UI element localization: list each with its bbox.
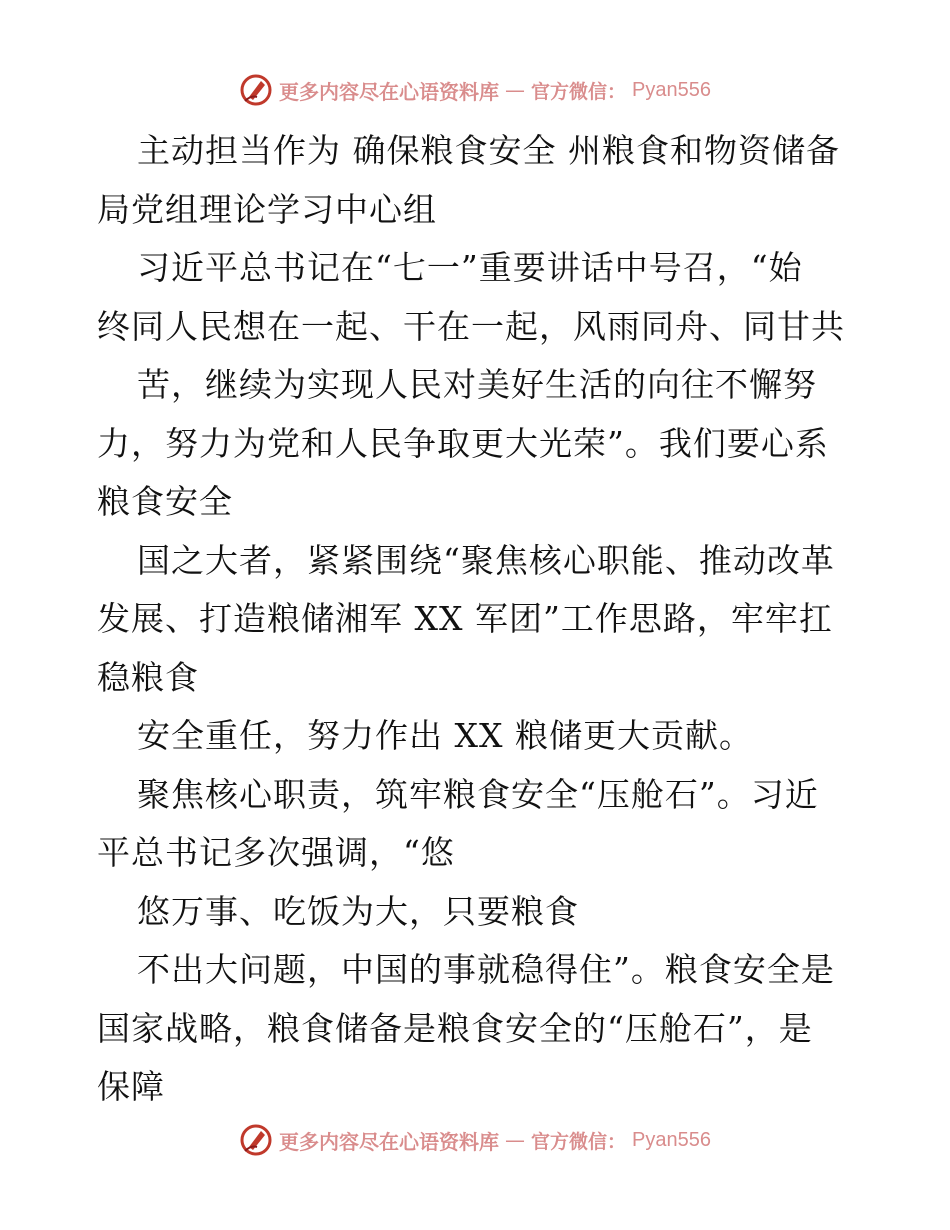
footer-banner xyxy=(0,1120,950,1160)
text-line: 稳粮食 xyxy=(97,657,199,697)
footer-wechat-label: 官方微信： xyxy=(531,1130,627,1153)
footer-promo-text: 更多内容尽在心语资料库 xyxy=(279,1129,499,1154)
text-line: 悠万事、吃饭为大，只要粮食 xyxy=(137,891,579,931)
text-line: 安全重任，努力作出 XX 粮储更大贡献。 xyxy=(137,716,753,755)
header-wechat-id: Pyan556 xyxy=(632,78,711,101)
text-line: 粮食安全 xyxy=(97,482,233,521)
text-line: 力，努力为党和人民争取更大光荣”。我们要心系 xyxy=(97,423,829,463)
header-promo-text: 更多内容尽在心语资料库 xyxy=(279,79,499,104)
document-body xyxy=(97,122,857,1117)
text-line: 不出大问题，中国的事就稳得住”。粮食安全是 xyxy=(137,950,835,989)
text-line: 保障 xyxy=(97,1067,165,1106)
text-line: 国家战略，粮食储备是粮食安全的“压舱石”，是 xyxy=(97,1008,813,1048)
header-separator: — xyxy=(505,78,525,102)
header-wechat-label: 官方微信： xyxy=(531,80,627,103)
text-line: 平总书记多次强调，“悠 xyxy=(97,833,455,872)
text-line: 苦，继续为实现人民对美好生活的向往不懈努 xyxy=(137,365,817,404)
footer-separator: — xyxy=(505,1128,525,1152)
footer-wechat-id: Pyan556 xyxy=(632,1128,711,1151)
header-banner xyxy=(0,70,950,110)
pen-nib-logo-icon xyxy=(239,1123,273,1157)
text-line: 聚焦核心职责，筑牢粮食安全“压舱石”。习近 xyxy=(137,774,819,814)
text-line: 局党组理论学习中心组 xyxy=(97,189,437,229)
text-line: 终同人民想在一起、干在一起，风雨同舟、同甘共 xyxy=(97,306,845,346)
text-line: 主动担当作为 确保粮食安全 州粮食和物资储备 xyxy=(137,131,840,170)
pen-nib-logo-icon xyxy=(239,73,273,107)
text-line: 习近平总书记在“七一”重要讲话中号召，“始 xyxy=(137,248,803,287)
text-line: 发展、打造粮储湘军 XX 军团”工作思路，牢牢扛 xyxy=(97,599,833,638)
text-line: 国之大者，紧紧围绕“聚焦核心职能、推动改革 xyxy=(137,540,835,580)
